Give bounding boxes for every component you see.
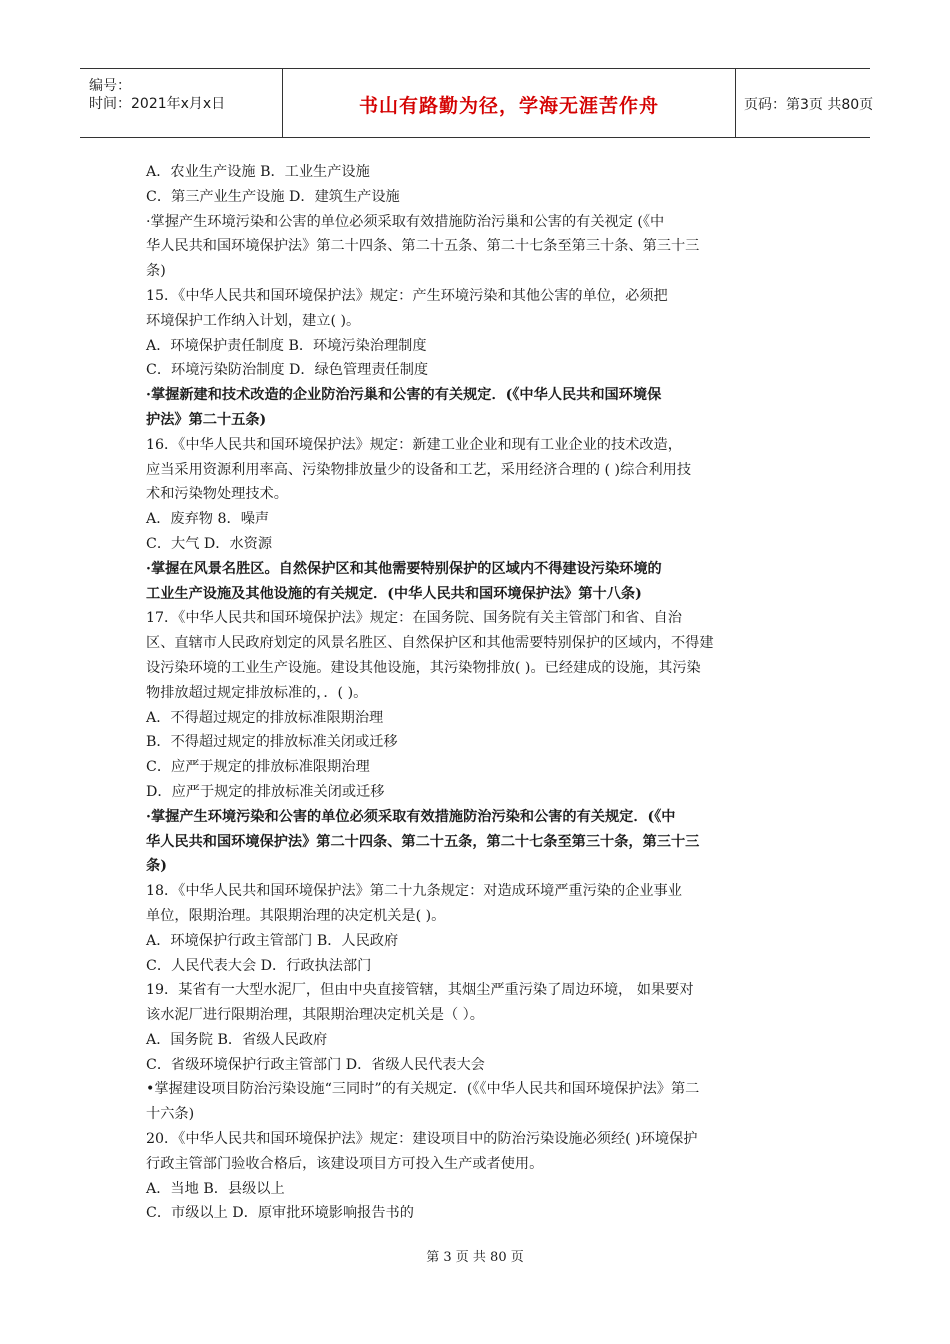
text-line: 护法》第二十五条) [146,411,267,428]
text-line: 18．《中华人民共和国环境保护法》第二十九条规定：对造成环境严重污染的企业事业 [146,883,682,900]
text-line: 15．《中华人民共和国环境保护法》规定：产生环境污染和其他公害的单位，必须把 [146,287,668,304]
text-line: 单位，限期治理。其限期治理的决定机关是( )。 [146,907,446,924]
text-line: B．不得超过规定的排放标准关闭或迁移 [146,734,398,751]
text-line: 物排放超过规定排放标准的，．( )。 [146,684,368,701]
text-line: C．大气 D．水资源 [146,535,273,552]
header-motto: 书山有路勤为径，学海无涯苦作舟 [358,95,659,117]
text-line: A．环境保护行政主管部门 B．人民政府 [146,932,399,949]
text-line: 行政主管部门验收合格后，该建设项目方可投入生产或者使用。 [146,1155,544,1172]
text-line: 工业生产设施及其他设施的有关规定．(中华人民共和国环境保护法》第十八条) [146,585,642,602]
document-number-label: 编号： [89,78,131,94]
document-date-label: 时间：2021年x月x日 [89,96,226,112]
text-line: 设污染环境的工业生产设施。建设其他设施，其污染物排放( )。已经建成的设施，其污染 [146,659,701,676]
text-line: D．应严于规定的排放标准关闭或迁移 [146,783,385,800]
page-header [80,68,874,138]
text-line: 19．某省有一大型水泥厂，但由中央直接管辖，其烟尘严重污染了周边环境， 如果要对 [146,982,694,999]
text-line: C．环境污染防治制度 D．绿色管理责任制度 [146,362,429,379]
text-line: ·掌握产生环境污染和公害的单位必须采取有效措施防治污巢和公害的有关视定 (《中 [146,213,665,230]
text-line: A．不得超过规定的排放标准限期治理 [146,709,384,726]
text-line: 华人民共和国环境保护法》第二十四条、第二十五条、第二十七条至第三十条、第三十三 [146,238,700,255]
text-line: C．应严于规定的排放标准限期治理 [146,759,370,776]
header-page-cell [734,69,874,137]
text-line: ·掌握在风景名胜区。自然保护区和其他需要特别保护的区域内不得建设污染环境的 [146,560,662,577]
header-page-number: 页码：第3页 共80页 [744,97,874,113]
text-line: A．农业生产设施 B．工业生产设施 [146,164,370,180]
text-line: A．环境保护责任制度 B．环境污染治理制度 [146,337,427,354]
text-line: 华人民共和国环境保护法》第二十四条、第二十五条，第二十七条至第三十条，第三十三 [146,833,700,850]
text-line: 应当采用资源利用率高、污染物排放量少的设备和工艺，采用经济合理的 ( )综合利用技 [146,461,692,478]
header-motto-cell [282,69,736,137]
text-line: ·掌握产生环境污染和公害的单位必须采取有效措施防治污染和公害的有关规定．(《中 [146,808,676,825]
text-line: C．省级环境保护行政主管部门 D．省级人民代表大会 [146,1056,485,1073]
text-line: 十六条) [146,1106,195,1123]
text-line: 20．《中华人民共和国环境保护法》规定：建设项目中的防治污染设施必须经( )环境保护 [146,1131,698,1148]
text-line: C．人民代表大会 D．行政执法部门 [146,957,372,974]
text-line: 条) [146,858,167,875]
text-line: •掌握建设项目防治污染设施“三同时”的有关规定．(《《中华人民共和国环境保护法》第二 [146,1081,700,1098]
text-line: 条) [146,263,166,280]
document-body [146,160,826,1226]
text-line: 区、直辖市人民政府划定的风景名胜区、自然保护区和其他需要特别保护的区域内，不得建 [146,635,714,652]
text-line: C．市级以上 D．原审批环境影响报告书的 [146,1205,414,1222]
text-line: C．第三产业生产设施 D．建筑生产设施 [146,188,400,205]
text-line: ·掌握新建和技术改造的企业防治污巢和公害的有关规定．(《中华人民共和国环境保 [146,387,662,404]
text-line: A．当地 B．县级以上 [146,1180,285,1197]
text-line: 环境保护工作纳入计划，建立( )。 [146,312,361,329]
text-line: 16．《中华人民共和国环境保护法》规定：新建工业企业和现有工业企业的技术改造， [146,436,682,453]
page-footer: 第 3 页 共 80 页 [426,1250,524,1265]
header-info-cell [80,69,282,137]
text-line: 该水泥厂进行限期治理，其限期治理决定机关是（ ）。 [146,1007,484,1024]
text-line: A．国务院 B．省级人民政府 [146,1031,328,1048]
text-line: 17．《中华人民共和国环境保护法》规定：在国务院、国务院有关主管部门和省、自治 [146,610,682,627]
text-line: A．废弃物 8．噪声 [146,511,270,528]
text-line: 术和污染物处理技术。 [146,486,288,503]
